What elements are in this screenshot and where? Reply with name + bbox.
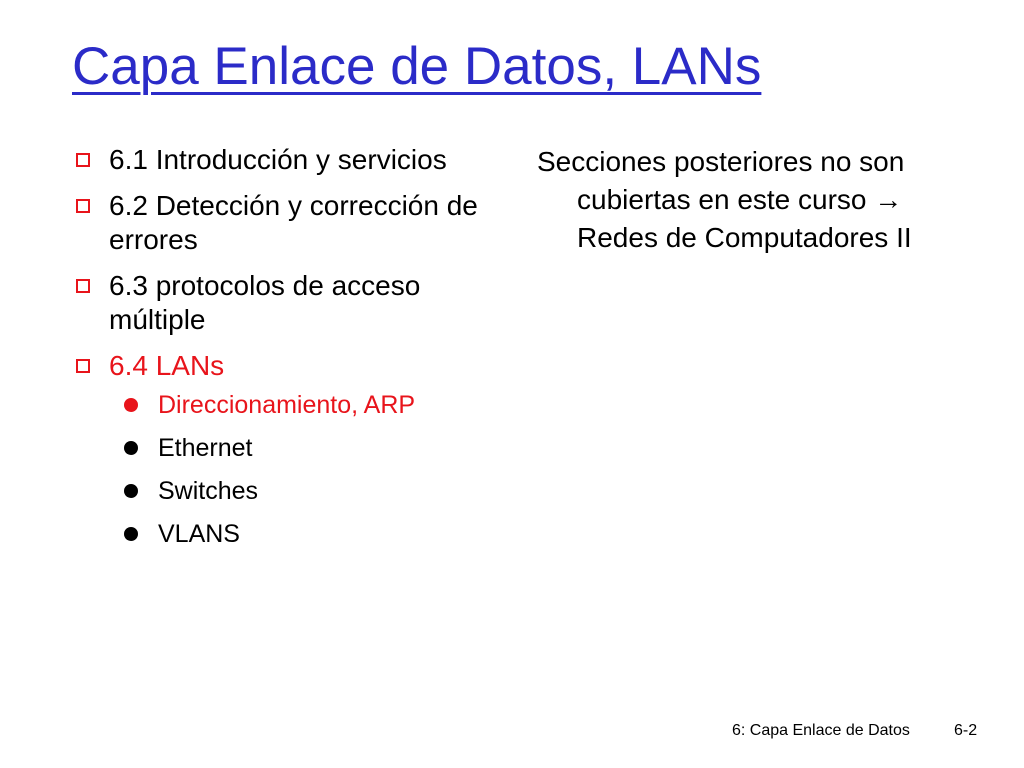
hollow-square-bullet-icon xyxy=(76,153,90,167)
list-item-label: 6.4 LANs xyxy=(109,350,225,381)
list-item-label: 6.2 Detección y corrección de errores xyxy=(109,190,478,255)
list-item xyxy=(72,189,512,257)
filled-circle-bullet-icon xyxy=(124,398,138,412)
subtopic-list xyxy=(72,391,512,549)
sublist-item xyxy=(72,477,512,506)
sublist-item xyxy=(72,391,512,420)
sublist-item-label: Direccionamiento, ARP xyxy=(158,391,416,419)
topic-list xyxy=(72,143,512,563)
list-item-current-section xyxy=(72,349,512,383)
sublist-item xyxy=(72,434,512,463)
list-item-label: 6.1 Introducción y servicios xyxy=(109,144,447,175)
side-note-text: Secciones posteriores no son cubiertas en este curso → Redes de Computadores II xyxy=(537,146,912,253)
filled-circle-bullet-icon xyxy=(124,484,138,498)
hollow-square-bullet-icon xyxy=(76,279,90,293)
footer-page-number: 6-2 xyxy=(954,722,978,739)
hollow-square-bullet-icon xyxy=(76,199,90,213)
list-item xyxy=(72,269,512,337)
hollow-square-bullet-icon xyxy=(76,359,90,373)
footer-chapter: 6: Capa Enlace de Datos xyxy=(732,722,910,739)
sublist-item-label: Switches xyxy=(158,477,259,505)
sublist-item xyxy=(72,520,512,549)
filled-circle-bullet-icon xyxy=(124,527,138,541)
slide-title: Capa Enlace de Datos, LANs xyxy=(72,37,762,96)
sublist-item-label: Ethernet xyxy=(158,434,253,462)
list-item xyxy=(72,143,512,177)
sublist-item-label: VLANS xyxy=(158,520,240,548)
list-item-label: 6.3 protocolos de acceso múltiple xyxy=(109,270,421,335)
filled-circle-bullet-icon xyxy=(124,441,138,455)
side-note xyxy=(537,143,967,257)
